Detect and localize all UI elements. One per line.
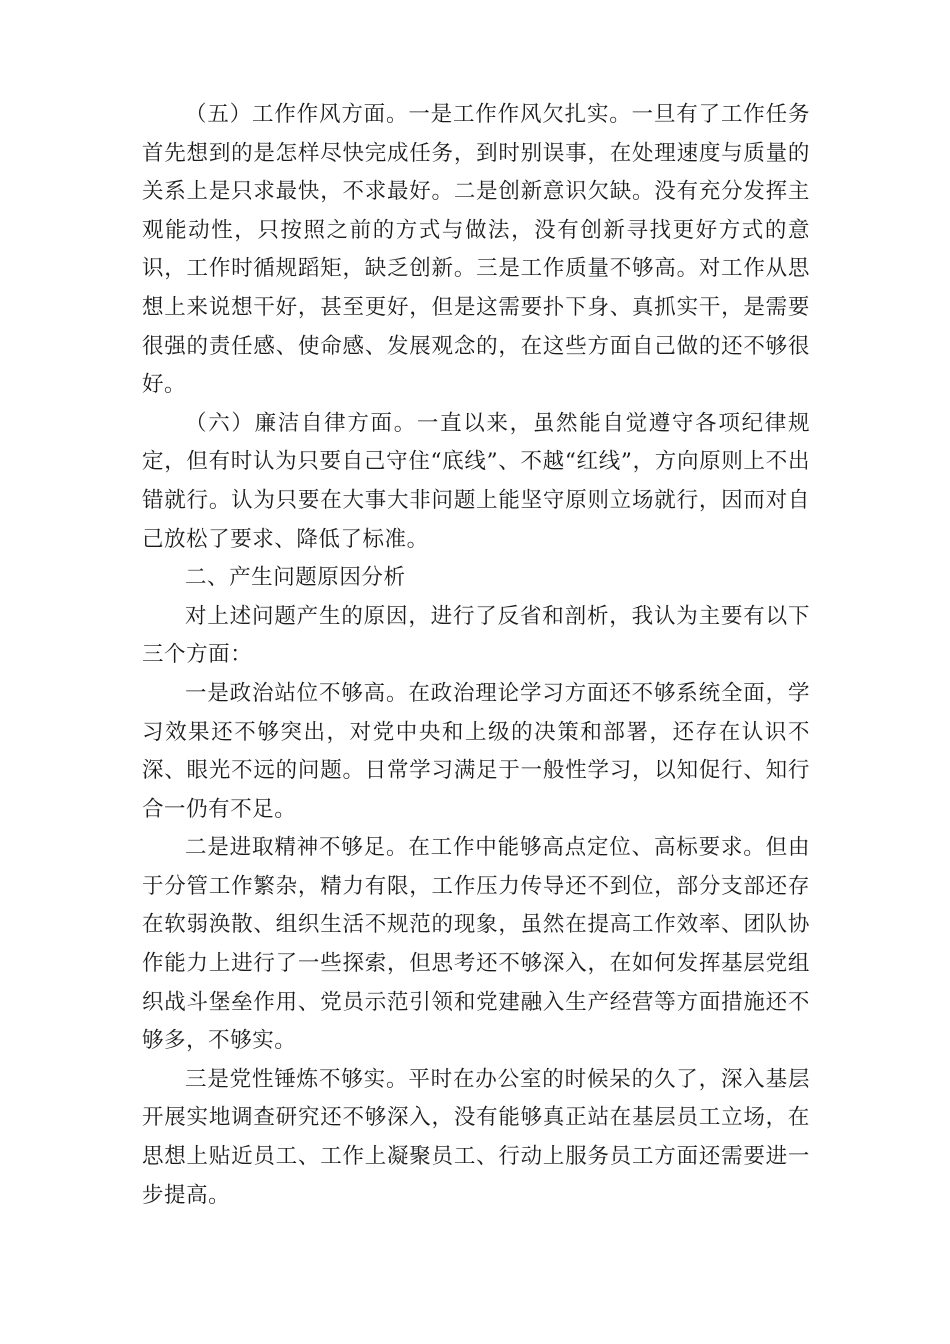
paragraph-cause-enterprise: 二是进取精神不够足。在工作中能够高点定位、高标要求。但由于分管工作繁杂，精力有限，工作压力传导还不到位，部分支部还存在软弱涣散、组织生活不规范的现象，虽然在提高工作效率、团队协作能力上进行了一些探索，但思考还不够深入，在如何发挥基层党组织战斗堡垒作用、党员示范引领和党建融入生产经营等方面措施还不够多，不够实。 — [142, 835, 810, 1054]
paragraph-work-style: （五）工作作风方面。一是工作作风欠扎实。一旦有了工作任务首先想到的是怎样尽快完成任务，到时别误事，在处理速度与质量的关系上是只求最快，不求最好。二是创新意识欠缺。没有充分发挥主观能动性，只按照之前的方式与做法，没有创新寻找更好方式的意识，工作时循规蹈矩，缺乏创新。三是工作质量不够高。对工作从思想上来说想干好，甚至更好，但是这需要扑下身、真抓实干，是需要很强的责任感、使命感、发展观念的，在这些方面自己做的还不够很好。 — [142, 102, 810, 398]
paragraph-integrity: （六）廉洁自律方面。一直以来，虽然能自觉遵守各项纪律规定，但有时认为只要自己守住“底线”、不越“红线”，方向原则上不出错就行。认为只要在大事大非问题上能坚守原则立场就行，因而对自己放松了要求、降低了标准。 — [142, 410, 810, 552]
paragraph-cause-political: 一是政治站位不够高。在政治理论学习方面还不够系统全面，学习效果还不够突出，对党中央和上级的决策和部署，还存在认识不深、眼光不远的问题。日常学习满足于一般性学习，以知促行、知行合一仍有不足。 — [142, 680, 810, 822]
paragraph-cause-party-spirit: 三是党性锤炼不够实。平时在办公室的时候呆的久了，深入基层开展实地调查研究还不够深入，没有能够真正站在基层员工立场，在思想上贴近员工、工作上凝聚员工、行动上服务员工方面还需要进一步提高。 — [142, 1066, 810, 1208]
section-heading-causes: 二、产生问题原因分析 — [185, 565, 406, 591]
paragraph-causes-intro: 对上述问题产生的原因，进行了反省和剖析，我认为主要有以下三个方面： — [142, 603, 810, 668]
document-body — [142, 96, 810, 1215]
